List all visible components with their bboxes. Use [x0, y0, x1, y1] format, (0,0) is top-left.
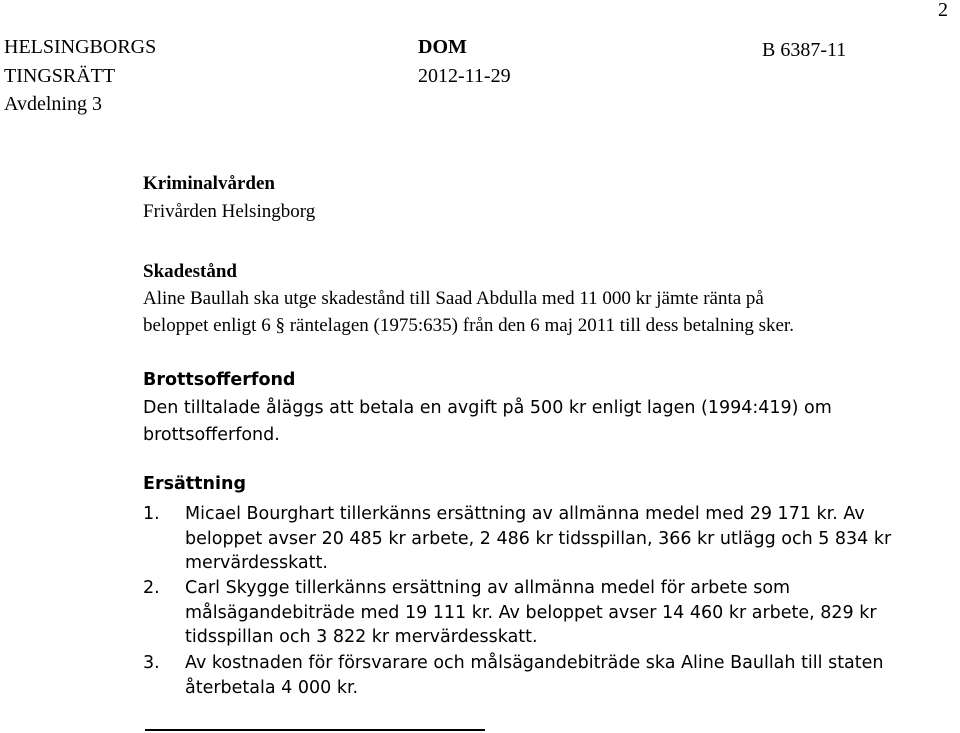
list-item-line: målsägandebiträde med 19 111 kr. Av beloppet avser 14 460 kr arbete, 829 kr [185, 603, 877, 623]
brottsofferfond-heading: Brottsofferfond [143, 370, 296, 390]
list-item-line: Micael Bourghart tillerkänns ersättning av allmänna medel med 29 171 kr. Av [185, 504, 865, 524]
court-division: Avdelning 3 [4, 93, 102, 115]
ersattning-heading: Ersättning [143, 474, 246, 494]
document-date: 2012-11-29 [418, 65, 511, 87]
list-item-line: tidsspillan och 3 822 kr mervärdesskatt. [185, 627, 538, 647]
skadestand-heading: Skadestånd [143, 261, 237, 282]
court-name-line1: HELSINGBORGS [4, 36, 157, 58]
skadestand-text-line1: Aline Baullah ska utge skadestånd till Saad Abdulla med 11 000 kr jämte ränta på [143, 288, 764, 309]
list-item-number: 1. [143, 504, 160, 524]
skadestand-text-line2: beloppet enligt 6 § räntelagen (1975:635) från den 6 maj 2011 till dess betalning sker. [143, 315, 794, 336]
court-name-line2: TINGSRÄTT [4, 65, 116, 87]
list-item-line: återbetala 4 000 kr. [185, 678, 359, 698]
case-number: B 6387-11 [762, 39, 847, 61]
list-item-line: Av kostnaden för försvarare och målsägandebiträde ska Aline Baullah till staten [185, 653, 884, 673]
list-item-number: 2. [143, 578, 160, 598]
brottsofferfond-text-line1: Den tilltalade åläggs att betala en avgift på 500 kr enligt lagen (1994:419) om [143, 398, 832, 418]
kriminalvarden-heading: Kriminalvården [143, 173, 275, 194]
list-item-line: beloppet avser 20 485 kr arbete, 2 486 kr tidsspillan, 366 kr utlägg och 5 834 kr [185, 529, 892, 549]
kriminalvarden-text: Frivården Helsingborg [143, 201, 316, 222]
list-item-line: mervärdesskatt. [185, 553, 328, 573]
list-item-number: 3. [143, 653, 160, 673]
closing-rule [145, 729, 485, 731]
document-type: DOM [418, 36, 467, 58]
brottsofferfond-text-line2: brottsofferfond. [143, 425, 280, 445]
page-number: 2 [938, 0, 948, 21]
list-item-line: Carl Skygge tillerkänns ersättning av allmänna medel för arbete som [185, 578, 791, 598]
